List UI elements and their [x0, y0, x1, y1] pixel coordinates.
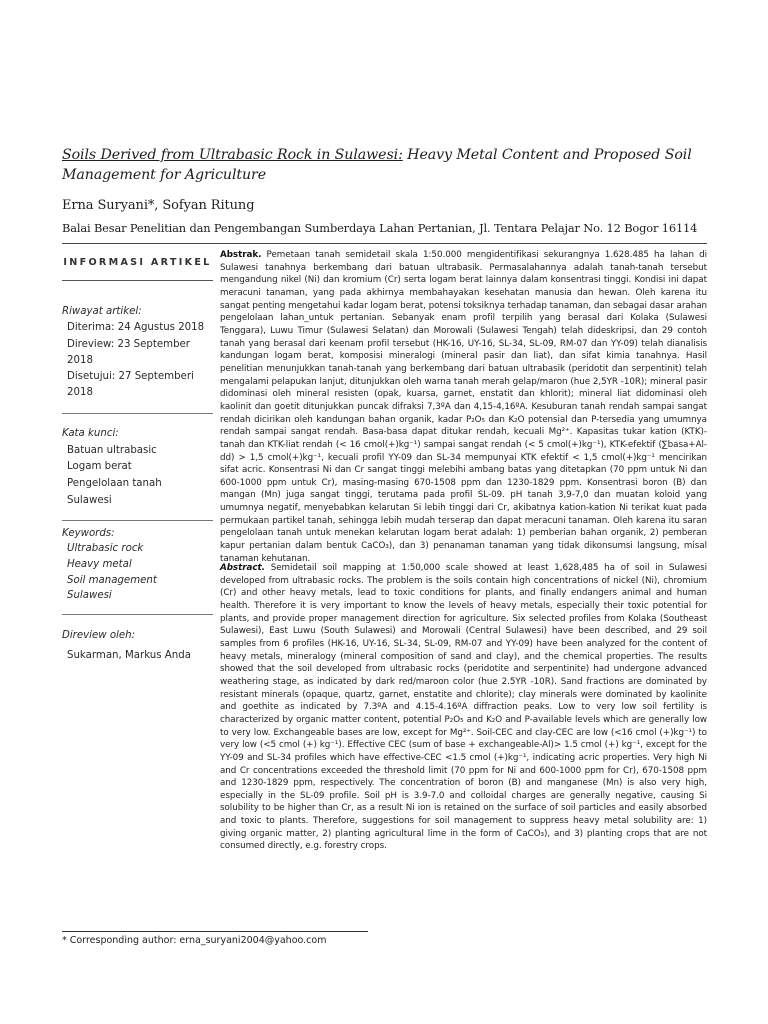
abstract-label: Abstract.: [220, 563, 265, 573]
abstrak-indonesian: [220, 249, 707, 565]
abstract-english: [220, 562, 707, 853]
kata-kunci-item: Logam berat: [67, 461, 132, 473]
article-title: [62, 146, 722, 185]
article-info-sidebar: [62, 244, 213, 666]
keywords-section: [62, 521, 213, 614]
keyword-item: Heavy metal: [67, 558, 132, 570]
authors: Erna Suryani*, Sofyan Ritung: [62, 198, 255, 213]
abstrak-text: Pemetaan tanah semidetail skala 1:50.000 mengidentifikasi sekurangnya 1.628.485 ha lahan di Sulawesi tanahnya berkembang dari batuan ultrabasik. Permasalahannya adalah tanah-tanah tersebut mengandung nikel (Ni) dan kromium (Cr) serta logam berat lainnya dalam konsentrasi tinggi. Kondisi ini dapat meracuni tanaman, yang pada akhirnya membahayakan kesehatan manusia dan hewan. Oleh karena itu sangat penting mengetahui kadar logam berat, potensi toksiknya terhadap tanaman, dan sebagai dasar arahan pengelolaan lahan_untuk pertanian. Sebanyak enam profil terpilih yang berasal dari Kolaka (Sulawesi Tenggara), Luwu Timur (Sulawesi Selatan) dan Morowali (Sulawesi Tengah) telah dideskripsi, dan 29 contoh tanah yang berasal dari keenam profil tersebut (HK-16, UY-16, SL-34, SL-09, RM-07 dan YY-09) telah dianalisis kandungan logam berat, komposisi mineralogi (mineral pasir dan liat), dan sifat kimia tanahnya. Hasil penelitian menunjukkan tanah-tanah yang berkembang dari batuan ultrabasik (peridotit dan serpentinit) telah mengalami pelapukan lanjut, ditunjukkan oleh warna tanah merah gelap/maron (hue 2,5YR -10R); mineral pasir didominasi oleh mineral resisten (opak, kuarsa, garnet, enstatit dan khlorit); mineral liat didominasi oleh kaolinit dan goetit ditunjukkan puncak difraksi 7,3ºA dan 4,15-4,16ºA. Kesuburan tanah rendah sampai sangat rendah dicirikan oleh kandungan bahan organik, kadar P₂O₅ dan K₂O potensial dan P-tersedia yang umumnya rendah sampai sangat rendah. Basa-basa dapat ditukar rendah, kecuali Mg²⁺. Kapasitas tukar kation (KTK)-tanah dan KTK-liat rendah (< 16 cmol(+)kg⁻¹) sampai sangat rendah (< 5 cmol(+)kg⁻¹), KTK-efektif (∑basa+Al-dd) > 1,5 cmol(+)kg⁻¹, kecuali profil YY-09 dan SL-34 mempunyai KTK efektif < 1,5 cmol(+)kg⁻¹ mencirikan sifat acric. Konsentrasi Ni dan Cr sangat tinggi melebihi ambang batas yang ditetapkan (70 ppm untuk Ni dan 600-1000 ppm untuk Cr), masing-masing 670-1508 ppm dan 1230-1829 ppm. Konsentrasi boron (B) dan mangan (Mn) juga sangat tinggi, terutama pada profil SL-09. pH tanah 3,9-7,0 dan muatan koloid yang umumnya negatif, menyebabkan kelarutan Si lebih tinggi dari Cr, akibatnya kation-kation Ni terikat kuat pada permukaan partikel tanah, sehingga lebih mudah terserap dan dapat meracuni tanaman. Oleh karena itu saran pengelolaan tanah untuk menekan kelarutan logam berat adalah: 1) pemberian bahan organik, 2) pemberan kapur pertanian dalam bentuk CaCO₃), dan 3) penanaman tanaman yang tidak dikonsumsi langsung, misal tanaman kehutanan.: [220, 250, 707, 564]
keyword-item: Sulawesi: [67, 590, 112, 602]
history-section: [62, 281, 213, 413]
history-label: Riwayat artikel:: [62, 306, 142, 317]
reviewers-names: Sukarman, Markus Anda: [67, 649, 191, 661]
history-received: Diterima: 24 Agustus 2018: [67, 322, 205, 334]
kata-kunci-section: [62, 414, 213, 520]
kata-kunci-item: Sulawesi: [67, 494, 112, 506]
title-rest: Heavy Metal Content and Proposed Soil Management for Agriculture: [62, 147, 692, 183]
abstract-text: Semidetail soil mapping at 1:50,000 scale showed at least 1,628,485 ha of soil in Sulawesi developed from ultrabasic rocks. The problem is the soils contain high concentrations of nickel (Ni), chromium (Cr) and other heavy metals, lead to toxic conditions for plants, and finally endangers animal and human health. Therefore it is very important to know the levels of heavy metals, especially their toxic potential for plants, and provide proper management direction for agriculture. Six selected profiles from Kolaka (Southeast Sulawesi), East Luwu (South Sulawesi) and Morowali (Central Sulawesi) have been described, and 29 soil samples from 6 profiles (HK-16, UY-16, SL-34, SL-09, RM-07 and YY-09) have been analyzed for the content of heavy metals, mineralogy (mineral composition of sand and clay), and the chemical properties. The results showed that the soil developed from ultrabasic rocks (peridotite and serpentinite) had undergone advanced weathering stage, as indicated by dark red/maroon color (hue 2.5YR -10R). Sand fractions are dominated by resistant minerals (opaque, quartz, garnet, enstatite and chlorite); clay minerals were dominated by kaolinite and goethite as indicated by 7.3ºA and 4.15-4.16ºA diffraction peaks. Low to very low soil fertility is characterized by organic matter content, potential P₂O₅ and K₂O and P-available levels which are generally low to very low. Exchangeable bases are low, except for Mg²⁺. Soil-CEC and clay-CEC are low (<16 cmol (+)kg⁻¹) to very low (<5 cmol (+) kg⁻¹). Effective CEC (sum of base + exchangeable-Al)> 1.5 cmol (+) kg⁻¹, except for the YY-09 and SL-34 profiles which have effective-CEC <1.5 cmol (+)kg⁻¹, indicating acric properties. Very high Ni and Cr concentrations exceeded the threshold limit (70 ppm for Ni and 600-1000 ppm for Cr), 670-1508 ppm and 1230-1829 ppm, respectively. The concentration of boron (B) and manganese (Mn) is also very high, especially in the SL-09 profile. Soil pH is 3.9-7.0 and colloidal charges are generally negative, causing Si solubility to be higher than Cr, as a result Ni ion is retained on the surface of soil particles and easily absorbed and toxic to plants. Therefore, suggestions for soil management to suppress heavy metal solubility are: 1) giving organic matter, 2) planting agricultural lime in the form of CaCO₃), and 3) planting crops that are not consumed directly, e.g. forestry crops.: [220, 563, 707, 852]
footnote-divider: [62, 931, 368, 932]
keyword-item: Ultrabasic rock: [67, 543, 144, 555]
abstrak-label: Abstrak.: [220, 250, 262, 260]
keywords-label: Keywords:: [62, 527, 115, 539]
reviewers-section: [62, 615, 213, 666]
kata-kunci-item: Pengelolaan tanah: [67, 478, 162, 490]
corresponding-author-footnote: * Corresponding author: erna_suryani2004@yahoo.com: [62, 935, 327, 946]
reviewers-label: Direview oleh:: [62, 629, 136, 641]
history-reviewed: Direview: 23 September 2018: [67, 338, 190, 366]
sidebar-heading: INFORMASI ARTIKEL: [62, 244, 213, 281]
history-accepted: Disetujui: 27 Septemberi 2018: [67, 371, 194, 399]
keyword-item: Soil management: [67, 574, 157, 586]
title-underlined-part: Soils Derived from Ultrabasic Rock in Sulawesi:: [62, 147, 403, 163]
kata-kunci-label: Kata kunci:: [62, 427, 119, 439]
affiliation: Balai Besar Penelitian dan Pengembangan Sumberdaya Lahan Pertanian, Jl. Tentara Pelajar No. 12 Bogor 16114: [62, 221, 698, 235]
kata-kunci-item: Batuan ultrabasic: [67, 444, 157, 456]
